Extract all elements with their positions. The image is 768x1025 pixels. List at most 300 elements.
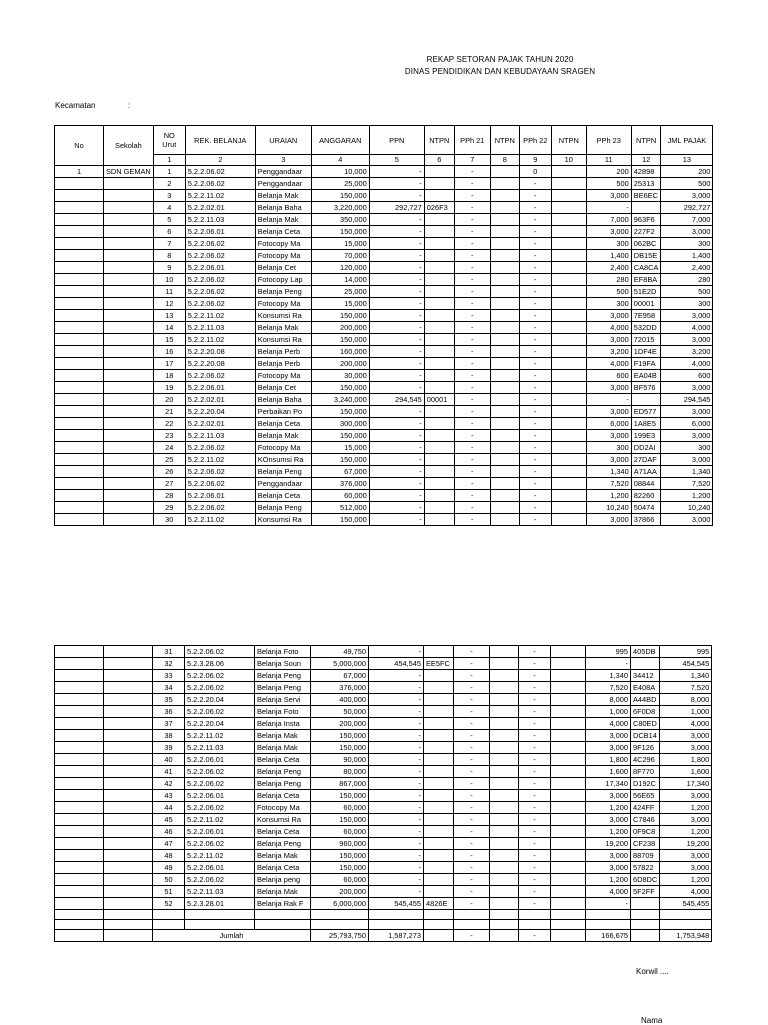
table-cell: 44 [153, 802, 185, 814]
table-cell: 10,240 [586, 502, 631, 514]
table-row [55, 706, 712, 718]
table-cell: Fotocopy Ma [255, 370, 311, 382]
table-cell: 3,000 [661, 406, 713, 418]
table-cell [490, 874, 519, 886]
table-cell: 3,000 [661, 514, 713, 526]
table-cell: 18 [153, 370, 185, 382]
table-cell: - [454, 214, 490, 226]
school-name [104, 694, 153, 706]
table-cell [490, 730, 519, 742]
table-cell [490, 190, 519, 202]
table-cell: Belanja Ceta [255, 790, 311, 802]
table-cell: 150,000 [311, 862, 369, 874]
table-cell: 56E65 [631, 790, 660, 802]
school-no [55, 754, 104, 766]
table-cell: 9F126 [631, 742, 660, 754]
table-cell: 35 [153, 694, 185, 706]
table-cell: 1,340 [661, 466, 713, 478]
table-cell: - [519, 478, 551, 490]
table-row [55, 682, 712, 694]
table-cell: EF8BA [631, 274, 661, 286]
table-cell: 16 [153, 346, 185, 358]
table-row [55, 226, 713, 238]
table-cell: - [454, 658, 490, 670]
table-cell: 7,520 [660, 682, 712, 694]
table-cell: 7,000 [661, 214, 713, 226]
col-number: 5 [369, 155, 424, 166]
table-cell: 42 [153, 778, 185, 790]
table-cell: - [519, 346, 551, 358]
table-row [55, 214, 713, 226]
table-cell: 51E2D [631, 286, 661, 298]
table-cell: 6,000,000 [311, 898, 369, 910]
table-cell: 67,000 [311, 670, 369, 682]
table-cell: 12 [153, 298, 185, 310]
table-cell: 150,000 [311, 310, 369, 322]
school-no [55, 766, 104, 778]
school-no [55, 706, 104, 718]
table-cell: - [519, 286, 551, 298]
table-cell [490, 766, 519, 778]
table-cell: Belanja Peng [255, 778, 311, 790]
table-cell: 5.2.2.06.02 [185, 250, 255, 262]
table-cell: 0 [519, 166, 551, 178]
table-cell: 19,200 [660, 838, 712, 850]
table-cell: Fotocopy Ma [255, 442, 311, 454]
table-cell: 49,750 [311, 646, 369, 658]
table-cell: - [519, 838, 551, 850]
table-cell [424, 694, 454, 706]
table-cell: 1,200 [586, 874, 631, 886]
table-cell: - [369, 838, 424, 850]
table-cell: 5.2.2.02.01 [185, 418, 255, 430]
table-cell [424, 778, 454, 790]
table-cell: 532DD [631, 322, 661, 334]
table-cell: 4,000 [586, 322, 631, 334]
table-cell: - [519, 250, 551, 262]
table-cell: - [454, 706, 490, 718]
table-cell: 600 [661, 370, 713, 382]
school-no [55, 874, 104, 886]
table-cell: 300,000 [311, 418, 369, 430]
table-cell: 3,000 [586, 382, 631, 394]
table-cell: 160,000 [311, 346, 369, 358]
table-cell [490, 394, 519, 406]
table-cell: Belanja Servi [255, 694, 311, 706]
table-cell: - [519, 298, 551, 310]
table-cell: 29 [153, 502, 185, 514]
school-no [55, 466, 104, 478]
table-cell: 3,000 [586, 514, 631, 526]
table-cell: - [454, 790, 490, 802]
table-cell: 150,000 [311, 190, 369, 202]
table-cell: 43 [153, 790, 185, 802]
table-cell [490, 286, 519, 298]
table-cell: 0F9C8 [631, 826, 660, 838]
table-cell: - [369, 406, 424, 418]
table-cell: Belanja Ceta [255, 754, 311, 766]
table-cell [490, 838, 519, 850]
table-cell: 1,340 [586, 466, 631, 478]
col-ntpn-2: NTPN [490, 126, 519, 155]
table-cell: 600 [586, 370, 631, 382]
table-cell: - [519, 658, 551, 670]
table-cell: 25,000 [311, 178, 369, 190]
table-row [55, 322, 713, 334]
table-cell: 867,000 [311, 778, 369, 790]
table-cell: - [454, 322, 490, 334]
school-no [55, 286, 104, 298]
table-cell [551, 646, 586, 658]
school-name [104, 670, 153, 682]
table-cell [490, 778, 519, 790]
table-cell: 50 [153, 874, 185, 886]
table-cell [490, 754, 519, 766]
table-row [55, 202, 713, 214]
table-cell: 49 [153, 862, 185, 874]
table-cell [551, 370, 586, 382]
table-cell: - [369, 850, 424, 862]
table-cell: 8,000 [586, 694, 631, 706]
col-pph22: PPh 22 [519, 126, 551, 155]
table-cell: 5.2.2.06.02 [185, 238, 255, 250]
table-row [55, 730, 712, 742]
table-cell: 5.2.2.06.01 [185, 826, 255, 838]
table-cell [490, 310, 519, 322]
table-cell: 37866 [631, 514, 661, 526]
table-row [55, 778, 712, 790]
table-cell: 90,000 [311, 754, 369, 766]
table-cell [551, 202, 586, 214]
table-cell [490, 166, 519, 178]
table-cell: 3,000 [586, 730, 631, 742]
table-cell: 47 [153, 838, 185, 850]
table-cell: 40 [153, 754, 185, 766]
table-cell: 5.2.2.06.02 [185, 274, 255, 286]
table-cell: Konsumsi Ra [255, 310, 311, 322]
table-cell [424, 322, 454, 334]
table-cell [424, 262, 454, 274]
school-no [55, 394, 104, 406]
table-cell: 5.2.3.28.01 [185, 898, 255, 910]
table-cell: ED577 [631, 406, 661, 418]
table-cell [551, 850, 586, 862]
table-cell: Belanja Perb [255, 346, 311, 358]
table-cell: A44BD [631, 694, 660, 706]
table-cell [424, 814, 454, 826]
table-cell [631, 394, 661, 406]
table-cell [490, 370, 519, 382]
table-cell: 280 [586, 274, 631, 286]
table-cell: 3,000 [586, 190, 631, 202]
school-name [104, 730, 153, 742]
table-cell: 5.2.2.06.02 [185, 286, 255, 298]
table-cell: 454,545 [369, 658, 424, 670]
table-cell [424, 178, 454, 190]
table-cell: 5.2.2.02.01 [185, 202, 255, 214]
table-cell: - [369, 886, 424, 898]
table-cell [424, 214, 454, 226]
table-cell: 3,000 [586, 406, 631, 418]
table-cell [551, 862, 586, 874]
table-row [55, 370, 713, 382]
table-cell: - [519, 262, 551, 274]
table-cell [551, 262, 586, 274]
school-name [104, 886, 153, 898]
table-cell: - [369, 370, 424, 382]
table-cell: 60,000 [311, 490, 369, 502]
table-cell: 300 [661, 442, 713, 454]
table-cell: - [454, 466, 490, 478]
table-cell: 3,000 [586, 742, 631, 754]
table-row [55, 838, 712, 850]
table-cell: - [586, 202, 631, 214]
col-ntpn-3: NTPN [551, 126, 586, 155]
table-cell: - [454, 454, 490, 466]
total-jml-pajak: 1,753,948 [660, 930, 712, 942]
table-cell: 5.2.2.11.03 [185, 742, 255, 754]
table-cell: - [369, 478, 424, 490]
col-pph23: PPh 23 [586, 126, 631, 155]
table-cell: - [519, 322, 551, 334]
school-name [104, 490, 154, 502]
school-name [104, 838, 153, 850]
table-cell: 5.2.2.06.02 [185, 298, 255, 310]
table-cell: - [454, 250, 490, 262]
table-cell: - [586, 394, 631, 406]
table-cell [551, 334, 586, 346]
table-cell: Belanja Cet [255, 262, 311, 274]
table-cell: - [369, 802, 424, 814]
table-cell: 13 [153, 310, 185, 322]
table-cell [490, 250, 519, 262]
table-cell: 280 [661, 274, 713, 286]
table-cell: 3,000 [660, 790, 712, 802]
table-cell: 3,000 [661, 430, 713, 442]
table-cell: 10,240 [661, 502, 713, 514]
table-cell: 3,000 [660, 814, 712, 826]
table-row [55, 874, 712, 886]
table-cell: Belanja peng [255, 874, 311, 886]
table-cell: - [454, 886, 490, 898]
table-cell: 3,000 [586, 862, 631, 874]
table-row [55, 718, 712, 730]
table-cell: 60,000 [311, 802, 369, 814]
table-cell: 3 [153, 190, 185, 202]
table-cell: 17 [153, 358, 185, 370]
table-cell [551, 766, 586, 778]
table-cell: 3,240,000 [311, 394, 369, 406]
table-cell: - [519, 850, 551, 862]
table-cell: 1,200 [660, 826, 712, 838]
table-cell [424, 358, 454, 370]
table-cell [490, 898, 519, 910]
table-cell: Belanja Soun [255, 658, 311, 670]
table-cell: 7 [153, 238, 185, 250]
table-cell: - [369, 298, 424, 310]
table-cell [551, 898, 586, 910]
table-cell: 5.2.2.06.01 [185, 226, 255, 238]
table-cell: 41 [153, 766, 185, 778]
school-name [104, 754, 153, 766]
table-cell: 24 [153, 442, 185, 454]
table-cell: 5.2.2.06.02 [185, 874, 255, 886]
table-cell: F19FA [631, 358, 661, 370]
col-number: 12 [631, 155, 661, 166]
col-uraian: URAIAN [255, 126, 311, 155]
school-no [55, 742, 104, 754]
table-cell: - [519, 382, 551, 394]
table-cell [551, 358, 586, 370]
table-cell: 17,340 [660, 778, 712, 790]
table-cell [490, 358, 519, 370]
table-cell [551, 742, 586, 754]
table-cell: - [519, 370, 551, 382]
table-cell: 5.2.2.06.02 [185, 838, 255, 850]
table-cell [551, 682, 586, 694]
table-cell: - [454, 862, 490, 874]
school-no [55, 718, 104, 730]
table-cell: 30,000 [311, 370, 369, 382]
table-row [55, 514, 713, 526]
table-cell [490, 214, 519, 226]
table-cell: 2,400 [586, 262, 631, 274]
table-cell [424, 466, 454, 478]
table-cell: 150,000 [311, 850, 369, 862]
school-no [55, 454, 104, 466]
col-number: 6 [424, 155, 454, 166]
table-cell: 150,000 [311, 430, 369, 442]
table-cell: 200,000 [311, 322, 369, 334]
table-row [55, 646, 712, 658]
table-cell: 14,000 [311, 274, 369, 286]
table-cell [424, 886, 454, 898]
table-cell [551, 802, 586, 814]
table-cell: - [519, 406, 551, 418]
table-cell [490, 514, 519, 526]
table-cell: 500 [661, 286, 713, 298]
table-cell: 545,455 [660, 898, 712, 910]
table-cell: 3,000 [586, 814, 631, 826]
table-cell: 5.2.2.06.02 [185, 646, 255, 658]
table-cell [490, 490, 519, 502]
table-cell [424, 802, 454, 814]
school-no [55, 790, 104, 802]
table-cell: 963F6 [631, 214, 661, 226]
table-cell [551, 286, 586, 298]
table-cell: 7,520 [661, 478, 713, 490]
table-row [55, 850, 712, 862]
table-cell [424, 862, 454, 874]
col-number: 11 [586, 155, 631, 166]
table-cell: 7E958 [631, 310, 661, 322]
table-cell: Konsumsi Ra [255, 334, 311, 346]
table-cell [490, 646, 519, 658]
table-cell [551, 382, 586, 394]
table-cell: 4 [153, 202, 185, 214]
table-row [55, 502, 713, 514]
table-row [55, 346, 713, 358]
table-cell: - [519, 418, 551, 430]
table-cell: 454,545 [660, 658, 712, 670]
school-no [55, 322, 104, 334]
school-no [55, 814, 104, 826]
korwil-signature: Korwil .... [636, 967, 669, 976]
table-cell: 300 [586, 442, 631, 454]
table-cell [490, 298, 519, 310]
table-cell: Penggandaar [255, 478, 311, 490]
kecamatan-label: Kecamatan [55, 101, 96, 110]
table-cell: 46 [153, 826, 185, 838]
table-cell: - [369, 274, 424, 286]
table-row [55, 190, 713, 202]
table-cell: 1,200 [586, 802, 631, 814]
table-cell: 120,000 [311, 262, 369, 274]
table-cell: 5.2.2.11.03 [185, 322, 255, 334]
table-cell: 80,000 [311, 766, 369, 778]
table-cell: Belanja Ceta [255, 826, 311, 838]
table-cell: DB15E [631, 250, 661, 262]
table-cell [551, 826, 586, 838]
school-no [55, 382, 104, 394]
table-cell [424, 238, 454, 250]
table-cell: - [454, 406, 490, 418]
table-cell: - [369, 826, 424, 838]
table-row [55, 334, 713, 346]
table-cell: Belanja Foto [255, 706, 311, 718]
table-cell: Belanja Mak [255, 886, 311, 898]
table-cell: 3,000 [586, 430, 631, 442]
table-row [55, 790, 712, 802]
table-cell [424, 742, 454, 754]
table-row [55, 742, 712, 754]
table-cell: 292,727 [661, 202, 713, 214]
table-cell: 08844 [631, 478, 661, 490]
table-cell: - [369, 490, 424, 502]
table-cell [551, 670, 586, 682]
table-header-row [55, 126, 713, 155]
table-cell: 4,000 [661, 322, 713, 334]
table-cell: 48 [153, 850, 185, 862]
table-cell: - [454, 334, 490, 346]
total-ppn: 1,587,273 [369, 930, 424, 942]
table-cell: - [454, 178, 490, 190]
table-cell: 200 [586, 166, 631, 178]
table-cell [490, 850, 519, 862]
table-cell: - [454, 490, 490, 502]
table-cell [490, 886, 519, 898]
table-cell: - [454, 694, 490, 706]
table-cell: Belanja Rak F [255, 898, 311, 910]
table-cell: 1 [153, 166, 185, 178]
col-number: 1 [153, 155, 185, 166]
table-cell: Belanja Peng [255, 682, 311, 694]
table-cell: 5.2.2.06.02 [185, 706, 255, 718]
table-cell: - [369, 262, 424, 274]
table-cell: Belanja Peng [255, 502, 311, 514]
table-row [55, 430, 713, 442]
school-name [104, 226, 154, 238]
table-cell [490, 334, 519, 346]
table-cell [424, 790, 454, 802]
table-cell: 60,000 [311, 826, 369, 838]
school-name [104, 742, 153, 754]
table-cell: 300 [661, 238, 713, 250]
kecamatan-colon: : [128, 101, 131, 110]
table-cell [424, 454, 454, 466]
table-cell: - [454, 838, 490, 850]
table-cell: - [454, 262, 490, 274]
